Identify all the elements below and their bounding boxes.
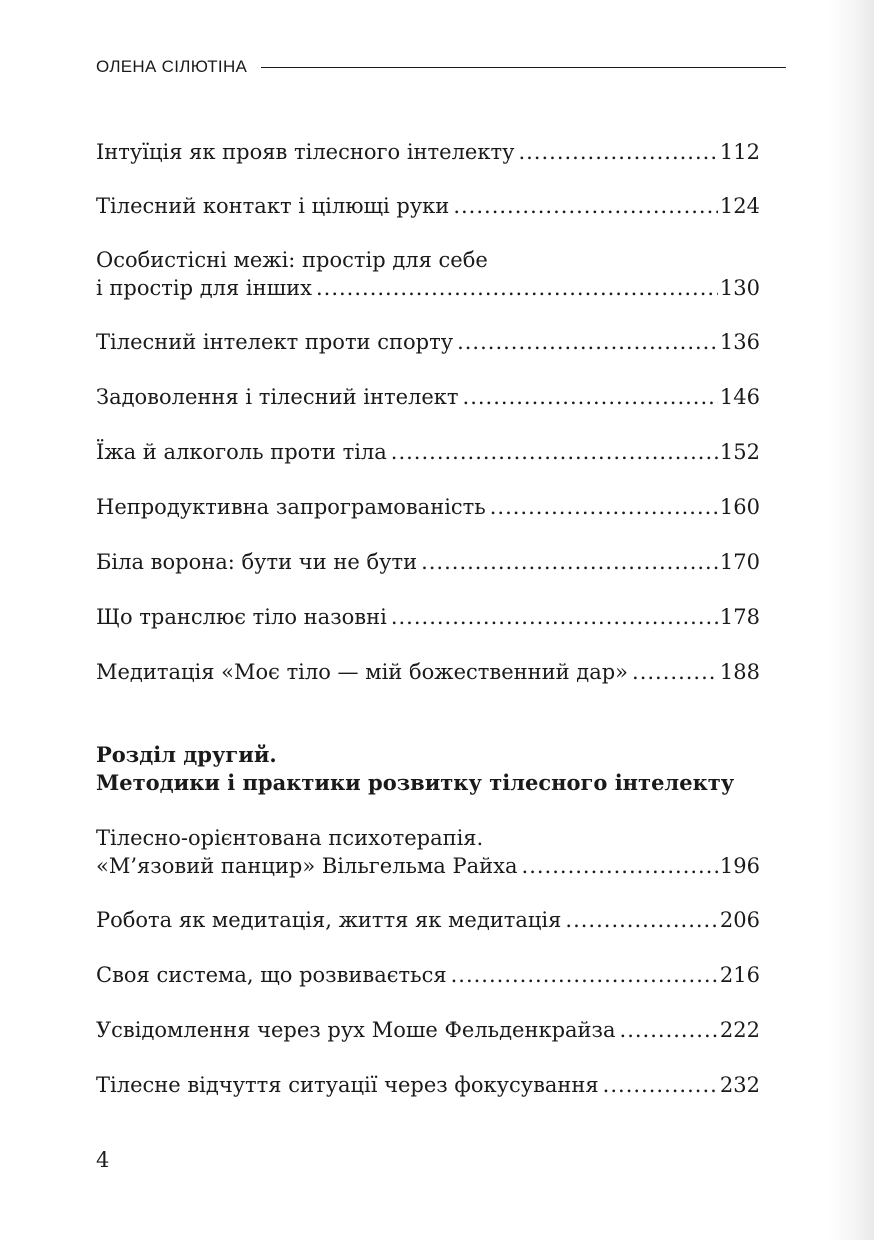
toc-entry-page: 188 [719, 660, 760, 684]
toc-entry-title-line1: Особистісні межі: простір для себе [96, 248, 488, 272]
toc-entry-page: 130 [719, 276, 760, 300]
toc-entry [96, 192, 760, 220]
toc-leader-dots [632, 658, 718, 686]
running-header [96, 56, 786, 78]
page-edge-shadow [828, 0, 874, 1240]
toc-entry [96, 824, 760, 880]
toc-entry [96, 383, 760, 411]
toc-entry-title: Робота як медитація, життя як медитація [96, 908, 562, 932]
toc-entry [96, 961, 760, 989]
toc-entry-page: 136 [719, 330, 760, 354]
toc-entry-title: Задоволення і тілесний інтелект [96, 385, 459, 409]
toc-leader-dots [421, 548, 718, 576]
toc-entry [96, 1016, 760, 1044]
toc-entry-title: Тілесний контакт і цілющі руки [96, 194, 450, 218]
toc-entry [96, 906, 760, 934]
toc-leader-dots [603, 1071, 718, 1099]
toc-leader-dots [490, 493, 718, 521]
toc-entry [96, 1071, 760, 1099]
toc-leader-dots [522, 852, 718, 880]
toc-entry-page: 222 [719, 1018, 760, 1042]
toc-entry-title: Усвідомлення через рух Моше Фельденкрайза [96, 1018, 616, 1042]
toc-leader-dots [451, 961, 718, 989]
toc-entry-title: і простір для інших [96, 276, 312, 300]
toc-leader-dots [620, 1016, 718, 1044]
toc-entry-page: 112 [719, 140, 760, 164]
toc-entry-page: 124 [719, 194, 760, 218]
toc-leader-dots [518, 138, 717, 166]
toc-entry-page: 146 [719, 385, 760, 409]
author-name: ОЛЕНА СІЛЮТІНА [96, 57, 248, 76]
toc-entry-title-line1: Тілесно-орієнтована психотерапія. [96, 826, 484, 850]
toc-entry-title: Медитація «Моє тіло — мій божественний дар» [96, 660, 629, 684]
toc-entry-page: 170 [719, 550, 760, 574]
toc-entry-title: Тілесний інтелект проти спорту [96, 330, 454, 354]
toc-entry [96, 328, 760, 356]
toc-entry-title: Тілесне відчуття ситуації через фокусування [96, 1073, 599, 1097]
toc-entry-page: 196 [719, 854, 760, 878]
toc-entry [96, 138, 760, 166]
toc-entry-page: 152 [719, 440, 760, 464]
toc-leader-dots [463, 383, 718, 411]
toc-entry [96, 658, 760, 686]
toc-entry-page: 160 [719, 495, 760, 519]
toc-entry [96, 548, 760, 576]
section-heading-line2: Методики і практики розвитку тілесного інтелекту [96, 770, 735, 795]
toc-leader-dots [565, 906, 718, 934]
toc-entry [96, 603, 760, 631]
section-heading [96, 741, 786, 797]
toc-entry-page: 216 [719, 963, 760, 987]
page-number: 4 [96, 1148, 110, 1172]
toc-leader-dots [457, 328, 718, 356]
toc-leader-dots [391, 438, 718, 466]
toc-entry-title: Непродуктивна запрограмованість [96, 495, 486, 519]
toc-leader-dots [316, 274, 718, 302]
toc-entry-page: 232 [719, 1073, 760, 1097]
toc-leader-dots [453, 192, 718, 220]
toc-entry [96, 246, 760, 302]
section-heading-line1: Розділ другий. [96, 742, 277, 767]
toc-entry-title: «М’язовий панцир» Вільгельма Райха [96, 854, 518, 878]
toc-entry-title: Що транслює тіло назовні [96, 605, 387, 629]
header-rule [261, 67, 786, 68]
toc-entry-title: Інтуїція як прояв тілесного інтелекту [96, 140, 515, 164]
toc-entry-page: 178 [719, 605, 760, 629]
toc-leader-dots [391, 603, 718, 631]
toc-entry-title: Їжа й алкоголь проти тіла [96, 440, 387, 464]
toc-entry-title: Біла ворона: бути чи не бути [96, 550, 418, 574]
toc-entry [96, 438, 760, 466]
toc-entry-title: Своя система, що розвивається [96, 963, 447, 987]
toc-entry-page: 206 [719, 908, 760, 932]
toc-entry [96, 493, 760, 521]
